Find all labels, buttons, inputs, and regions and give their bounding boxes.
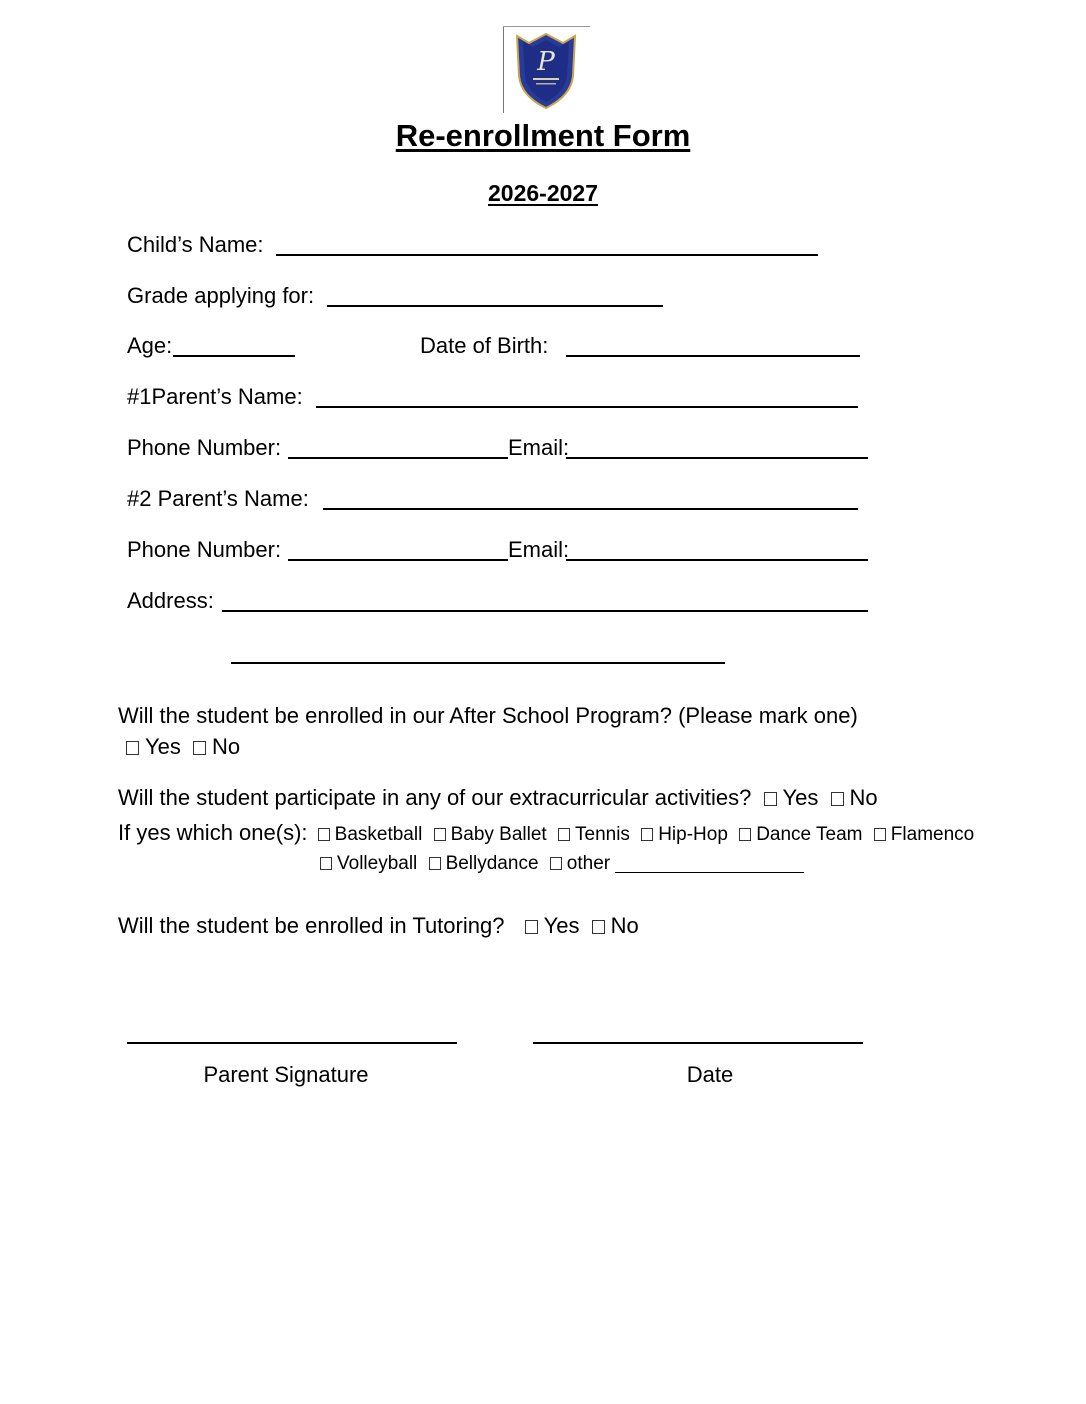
option-label: No: [610, 913, 639, 938]
checkbox-icon[interactable]: [550, 857, 562, 870]
date-label: Date: [686, 1062, 734, 1087]
parent1-email-field[interactable]: [566, 457, 868, 459]
dob-field[interactable]: [566, 355, 860, 357]
activity-label: Dance Team: [756, 824, 863, 845]
extracurricular-row: [118, 784, 884, 812]
parent2-phone-label: Phone Number:: [127, 537, 282, 562]
activity-flamenco[interactable]: [874, 821, 974, 849]
parent-signature-label: Parent Signature: [203, 1062, 369, 1087]
child-name-label: Child’s Name:: [127, 232, 264, 257]
checkbox-icon[interactable]: [525, 920, 538, 934]
checkbox-icon[interactable]: [764, 792, 777, 806]
option-label: Yes: [543, 913, 580, 938]
option-label: Yes: [145, 734, 181, 759]
checkbox-icon[interactable]: [739, 828, 751, 841]
extracurricular-no[interactable]: [831, 784, 878, 812]
activity-baby-ballet[interactable]: [434, 821, 547, 849]
tutoring-question: Will the student be enrolled in Tutoring?: [118, 913, 505, 938]
activity-basketball[interactable]: [318, 821, 423, 849]
activity-volleyball[interactable]: [320, 851, 417, 877]
after-school-yes[interactable]: [126, 733, 181, 761]
checkbox-icon[interactable]: [193, 741, 206, 755]
checkbox-icon[interactable]: [434, 828, 446, 841]
activity-hip-hop[interactable]: [641, 821, 728, 849]
address-field-line1[interactable]: [222, 610, 868, 612]
parent2-phone-field[interactable]: [288, 559, 508, 561]
activity-label: Tennis: [575, 824, 630, 845]
checkbox-icon[interactable]: [429, 857, 441, 870]
checkbox-icon[interactable]: [641, 828, 653, 841]
parent1-email-label: Email:: [508, 435, 570, 460]
activities-prompt: If yes which one(s):: [118, 820, 308, 845]
activities-row2: [320, 851, 616, 877]
tutoring-no[interactable]: [592, 912, 639, 940]
address-field-line2[interactable]: [231, 662, 725, 664]
checkbox-icon[interactable]: [592, 920, 605, 934]
checkbox-icon[interactable]: [126, 741, 139, 755]
activity-tennis[interactable]: [558, 821, 630, 849]
activity-other-field[interactable]: [615, 872, 804, 873]
parent1-phone-field[interactable]: [288, 457, 508, 459]
parent1-phone-label: Phone Number:: [127, 435, 282, 460]
checkbox-icon[interactable]: [874, 828, 886, 841]
checkbox-icon[interactable]: [320, 857, 332, 870]
activity-label: Flamenco: [890, 824, 975, 845]
activity-label: Bellydance: [445, 853, 539, 874]
svg-text:P: P: [537, 47, 555, 77]
parent2-name-field[interactable]: [323, 508, 858, 510]
activities-row1: [118, 819, 980, 849]
parent2-name-label: #2 Parent’s Name:: [127, 486, 309, 511]
activity-label: Hip-Hop: [658, 824, 728, 845]
parent-signature-field[interactable]: [127, 1042, 457, 1044]
checkbox-icon[interactable]: [831, 792, 844, 806]
option-label: Yes: [782, 785, 819, 810]
option-label: No: [212, 734, 241, 759]
option-label: No: [849, 785, 878, 810]
dob-label: Date of Birth:: [420, 333, 549, 358]
activity-bellydance[interactable]: [429, 851, 539, 877]
parent1-name-label: #1Parent’s Name:: [127, 384, 303, 409]
checkbox-icon[interactable]: [558, 828, 570, 841]
activity-label: Basketball: [334, 824, 423, 845]
age-field[interactable]: [173, 355, 295, 357]
activity-dance-team[interactable]: [739, 821, 862, 849]
after-school-options: [126, 733, 246, 761]
parent2-email-field[interactable]: [566, 559, 868, 561]
parent1-name-field[interactable]: [316, 406, 858, 408]
grade-label: Grade applying for:: [127, 283, 315, 308]
tutoring-row: [118, 912, 645, 940]
activity-label: Baby Ballet: [450, 824, 547, 845]
activity-label: Volleyball: [337, 853, 418, 874]
activity-other[interactable]: [550, 851, 610, 877]
school-crest-icon: [503, 26, 590, 113]
signature-date-field[interactable]: [533, 1042, 863, 1044]
checkbox-icon[interactable]: [318, 828, 330, 841]
grade-field[interactable]: [327, 305, 663, 307]
after-school-no[interactable]: [193, 733, 240, 761]
parent2-email-label: Email:: [508, 537, 570, 562]
after-school-question: Will the student be enrolled in our After School Program? (Please mark one): [118, 703, 858, 728]
child-name-field[interactable]: [276, 254, 818, 256]
tutoring-yes[interactable]: [525, 912, 580, 940]
page-title: Re-enrollment Form: [395, 118, 691, 153]
age-label: Age:: [127, 333, 173, 358]
school-year: 2026-2027: [488, 180, 598, 206]
address-label: Address:: [127, 588, 214, 613]
activity-label: other: [566, 853, 611, 874]
extracurricular-yes[interactable]: [764, 784, 819, 812]
extracurricular-question: Will the student participate in any of our extracurricular activities?: [118, 785, 752, 810]
